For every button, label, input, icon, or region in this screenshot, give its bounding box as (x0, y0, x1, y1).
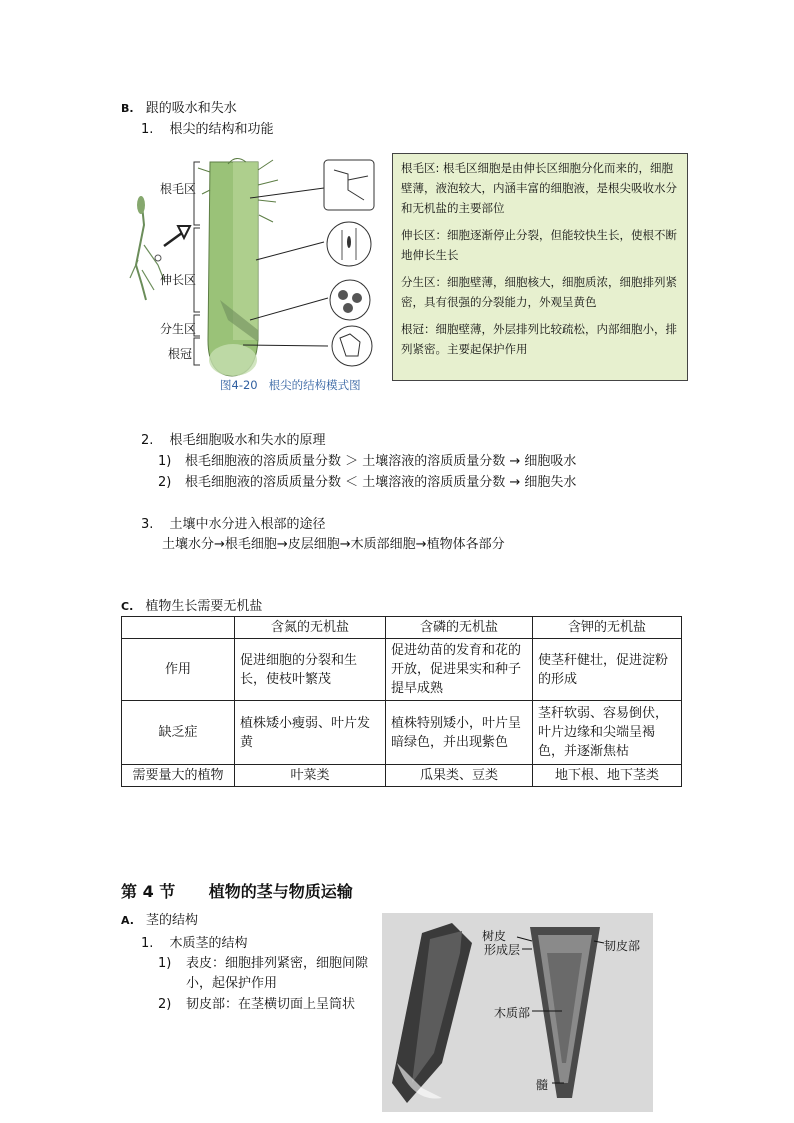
table-header-cell: 含氮的无机盐 (235, 617, 386, 639)
principle-item (158, 453, 576, 470)
table-cell: 叶菜类 (235, 765, 386, 787)
root-zone-info-box (392, 153, 688, 381)
stem-item-text: 韧皮部：在茎横切面上呈筒状 (186, 997, 356, 1012)
section-c-marker: C. (121, 600, 134, 613)
figure-caption: 图4-20 根尖的结构模式图 (220, 378, 361, 392)
table-row-label: 缺乏症 (122, 701, 235, 765)
stem-subsection-1-title: 木质茎的结构 (169, 936, 248, 951)
stem-item-num: 2) (158, 997, 172, 1012)
mineral-salt-table (121, 616, 682, 787)
table-cell: 茎秆软弱、容易倒伏，叶片边缘和尖端呈褐色，并逐渐焦枯 (533, 701, 682, 765)
principle-item (158, 474, 576, 491)
principle-item-text: 根毛细胞液的溶质质量分数 ＜ 土壤溶液的溶质质量分数 → 细胞失水 (185, 475, 577, 490)
stem-subsection-1-num: 1. (141, 936, 154, 951)
table-header-cell: 含钾的无机盐 (533, 617, 682, 639)
label-meristem-zone: 分生区 (160, 322, 197, 336)
subsection-2 (141, 432, 326, 449)
subsection-2-num: 2. (141, 433, 154, 448)
stem-item-text: 表皮：细胞排列紧密，细胞间隙小，起保护作用 (186, 956, 369, 991)
stem-cross-section-figure (382, 913, 653, 1112)
info-elongation: 伸长区：细胞逐渐停止分裂，但能较快生长，使根不断地伸长生长 (401, 228, 677, 262)
table-header-cell (122, 617, 235, 639)
section-c-title: 植物生长需要无机盐 (145, 599, 263, 614)
section-b-marker: B. (121, 102, 134, 115)
label-pith: 髓 (536, 1078, 549, 1092)
info-meristem: 分生区：细胞壁薄，细胞核大，细胞质浓，细胞排列紧密，具有很强的分裂能力，外观呈黄色 (401, 275, 677, 309)
principle-item-num: 2) (158, 475, 172, 490)
table-cell: 瓜果类、豆类 (386, 765, 533, 787)
table-row (122, 701, 682, 765)
info-root-cap: 根冠：细胞壁薄，外层排列比较疏松，内部细胞小，排列紧密。主要起保护作用 (401, 322, 677, 356)
label-phloem: 韧皮部 (604, 939, 641, 953)
root-tip-figure (128, 150, 388, 395)
table-cell: 植株矮小瘦弱、叶片发黄 (235, 701, 386, 765)
section-b-heading (121, 100, 237, 117)
table-cell: 植株特别矮小，叶片呈暗绿色，并出现紫色 (386, 701, 533, 765)
table-row-label: 作用 (122, 639, 235, 701)
subsection-1-num: 1. (141, 122, 154, 137)
section-b-title: 跟的吸水和失水 (145, 101, 237, 116)
stem-item (158, 995, 380, 1015)
section-a-marker: A. (121, 914, 134, 927)
info-root-hair: 根毛区: 根毛区细胞是由伸长区细胞分化而来的，细胞壁薄，液泡较大，内涵丰富的细胞液，是根尖吸收水分和无机盐的主要部位 (401, 161, 677, 215)
subsection-3-title: 土壤中水分进入根部的途径 (169, 517, 326, 532)
stem-subsection-1 (141, 935, 248, 952)
label-xylem: 木质部 (494, 1006, 531, 1020)
table-row-label: 需要量大的植物 (122, 765, 235, 787)
label-bark: 树皮 (482, 929, 507, 943)
stem-item (158, 954, 380, 994)
water-path: 土壤水分→根毛细胞→皮层细胞→木质部细胞→植物体各部分 (162, 537, 505, 552)
section-c-heading (121, 598, 262, 615)
subsection-1-title: 根尖的结构和功能 (169, 122, 274, 137)
label-elongation-zone: 伸长区 (160, 273, 197, 287)
section-a-title: 茎的结构 (146, 913, 199, 928)
chapter-title: 第 4 节 植物的茎与物质运输 (121, 882, 353, 901)
table-header-row (122, 617, 682, 639)
table-row (122, 639, 682, 701)
table-cell: 使茎秆健壮，促进淀粉的形成 (533, 639, 682, 701)
table-header-cell: 含磷的无机盐 (386, 617, 533, 639)
subsection-2-title: 根毛细胞吸水和失水的原理 (169, 433, 326, 448)
stem-item-num: 1) (158, 956, 172, 971)
table-cell: 地下根、地下茎类 (533, 765, 682, 787)
subsection-3 (141, 516, 326, 533)
subsection-3-num: 3. (141, 517, 154, 532)
principle-item-num: 1) (158, 454, 172, 469)
label-cambium: 形成层 (484, 943, 521, 957)
label-root-cap: 根冠 (168, 347, 193, 361)
table-row (122, 765, 682, 787)
subsection-1 (141, 121, 274, 138)
label-root-hair-zone: 根毛区 (160, 182, 197, 196)
principle-item-text: 根毛细胞液的溶质质量分数 ＞ 土壤溶液的溶质质量分数 → 细胞吸水 (185, 454, 577, 469)
section-a-heading (121, 912, 198, 929)
table-cell: 促进细胞的分裂和生长，使枝叶繁茂 (235, 639, 386, 701)
table-cell: 促进幼苗的发育和花的开放，促进果实和种子提早成熟 (386, 639, 533, 701)
